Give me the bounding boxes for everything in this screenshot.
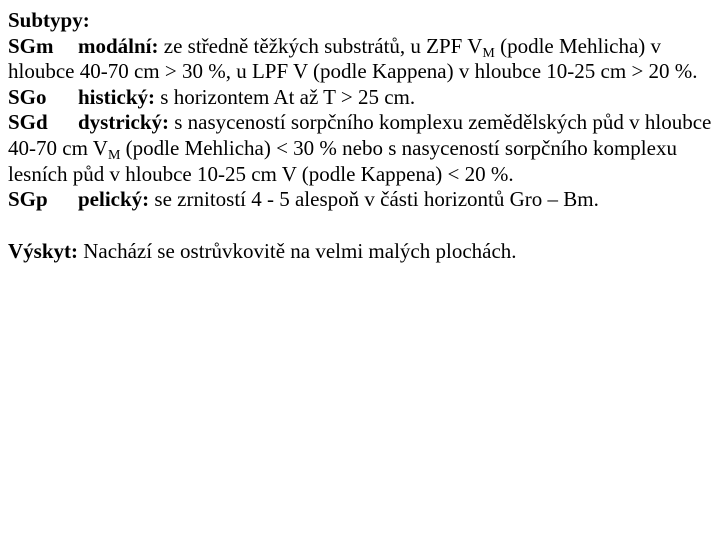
subtype-code: SGd	[8, 110, 48, 135]
subscript: M	[107, 147, 121, 163]
subtype-code: SGp	[8, 187, 48, 212]
subtype-term: histický:	[78, 84, 156, 109]
subtype-text: ze středně těžkých substrátů, u ZPF V	[158, 33, 483, 58]
subtype-code: SGo	[8, 84, 47, 109]
slide-content	[8, 8, 714, 264]
subtype-sgo	[8, 85, 714, 111]
occurrence-text: Nachází se ostrůvkovitě na velmi malých plochách.	[78, 238, 517, 263]
subtype-text-cont: (podle Mehlicha) v hloubce 40-70 cm > 30 %, u LPF V (podle Kappena) v hloubce 10-25 cm > 20 %.	[8, 33, 698, 84]
subtype-sgd	[8, 110, 714, 187]
subtype-text-cont: (podle Mehlicha) < 30 % nebo s nasyceností sorpčního komplexu lesních půd v hloubce 10-25 cm V (podle Kappena) < 20 %.	[8, 135, 677, 186]
subscript: M	[482, 45, 495, 61]
subtype-term: pelický:	[78, 187, 150, 212]
subtype-term: dystrický:	[78, 110, 169, 135]
subtype-text: se zrnitostí 4 - 5 alespoň v části horizontů Gro – Bm.	[149, 187, 599, 212]
occurrence	[8, 239, 714, 265]
subtype-text: s horizontem At až T > 25 cm.	[155, 84, 416, 109]
subtypes-heading: Subtypy:	[8, 8, 90, 32]
subtype-text: s nasyceností sorpčního komplexu zemědělských půd v hloubce 40-70 cm V	[8, 110, 712, 160]
occurrence-label: Výskyt:	[8, 238, 79, 263]
subtype-sgp	[8, 187, 714, 213]
subtype-term: modální:	[78, 33, 159, 58]
subtype-code: SGm	[8, 33, 54, 58]
subtype-sgm	[8, 34, 714, 85]
spacer	[8, 213, 714, 239]
